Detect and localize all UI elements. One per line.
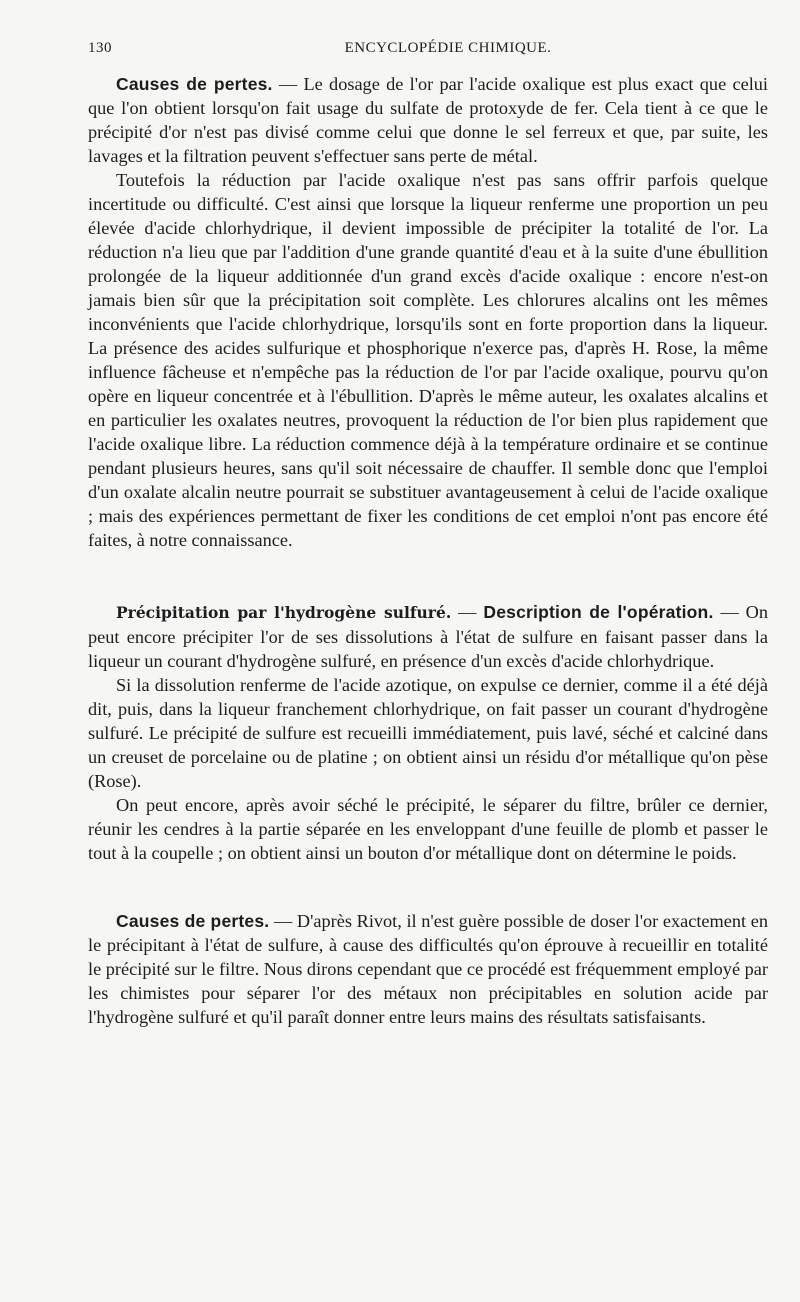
heading-dash: — (451, 602, 484, 622)
paragraph-text: On peut encore précipiter l'or de ses dissolutions à l'état de sulfure en faisant passer dans la liqueur un courant d'hydrogène sulfuré, en présence d'un excès d'acide chlorhydrique. (88, 602, 768, 671)
running-head: ENCYCLOPÉDIE CHIMIQUE. (344, 40, 552, 56)
page-number: 130 (88, 40, 112, 56)
paragraph-causes-de-pertes-1 (88, 72, 768, 168)
page-header (88, 36, 768, 62)
section-heading-precipitation: Précipitation par l'hydrogène sulfuré. (116, 603, 452, 622)
paragraph-on-peut-encore: On peut encore, après avoir séché le précipité, le séparer du filtre, brûler ce dernier, réunir les cendres à la partie séparée en les enveloppant d'une feuille de plomb et passer le tout à la coupelle ; on obtient ainsi un bouton d'or métallique dont on détermine le poids. (88, 795, 768, 863)
paragraph-precipitation-hydrogene-sulfure (88, 600, 768, 673)
heading-dash: — (272, 74, 304, 94)
section-heading-causes-de-pertes: Causes de pertes. (116, 74, 273, 94)
section-gap (88, 552, 768, 600)
section-gap (88, 865, 768, 909)
paragraph-text: Le dosage de l'or par l'acide oxalique est plus exact que celui que l'on obtient lorsqu'on fait usage du sulfate de protoxyde de fer. Cela tient à ce que le précipité d'or n'est pas divisé comme celui que donne le sel ferreux et que, par suite, les lavages et la filtration peuvent s'effectuer sans perte de métal. (88, 74, 769, 166)
paragraph-text: D'après Rivot, il n'est guère possible de doser l'or exactement en le précipitant à l'état de sulfure, à cause des difficultés qu'on éprouve à recueillir en totalité le précipité sur le filtre. Nous dirons cependant que ce procédé est fréquemment employé par les chimistes pour séparer l'or des métaux non précipitables en solution acide par l'hydrogène sulfuré et qu'il paraît donner entre leurs mains des résultats satisfaisants. (88, 911, 768, 1027)
section-heading-causes-de-pertes: Causes de pertes. (116, 911, 270, 931)
paragraph-si-la-dissolution: Si la dissolution renferme de l'acide azotique, on expulse ce dernier, comme il a été déjà dit, puis, dans la liqueur franchement chlorhydrique, on fait passer un courant d'hydrogène sulfuré. Le précipité de sulfure est recueilli immédiatement, puis lavé, séché et calciné dans un creuset de porcelaine ou de platine ; on obtient ainsi un résidu d'or métallique qu'on pèse (Rose). (88, 675, 768, 791)
heading-dash: — (713, 602, 746, 622)
paragraph-causes-de-pertes-2 (88, 909, 768, 1029)
section-heading-description-operation: Description de l'opération. (483, 602, 714, 622)
heading-dash: — (269, 911, 297, 931)
paragraph-toutefois: Toutefois la réduction par l'acide oxalique n'est pas sans offrir parfois quelque incertitude ou difficulté. C'est ainsi que lorsque la liqueur renferme une proportion un peu élevée d'acide chlorhydrique, il devient impossible de précipiter la totalité de l'or. La réduction n'a lieu que par l'addition d'une grande quantité d'eau et à la suite d'une ébullition prolongée de la liqueur additionnée d'un grand excès d'acide oxalique : encore n'est-on jamais bien sûr que la précipitation soit complète. Les chlorures alcalins ont les mêmes inconvénients que l'acide chlorhydrique, lorsqu'ils sont en forte proportion dans la liqueur. La présence des acides sulfurique et phosphorique n'exerce pas, d'après H. Rose, la même influence fâcheuse et n'empêche pas la réduction de l'or par l'acide oxalique, pourvu qu'on opère en liqueur concentrée et à l'ébullition. D'après le même auteur, les oxalates alcalins et en particulier les oxalates neutres, provoquent la réduction de l'or bien plus rapidement que l'acide oxalique libre. La réduction commence déjà à la température ordinaire et se continue pendant plusieurs heures, sans qu'il soit nécessaire de chauffer. Il semble donc que l'emploi d'un oxalate alcalin neutre pourrait se substituer avantageusement à celui de l'acide oxalique ; mais des expériences permettant de fixer les conditions de cet emploi n'ont pas encore été faites, à notre connaissance. (88, 170, 768, 550)
